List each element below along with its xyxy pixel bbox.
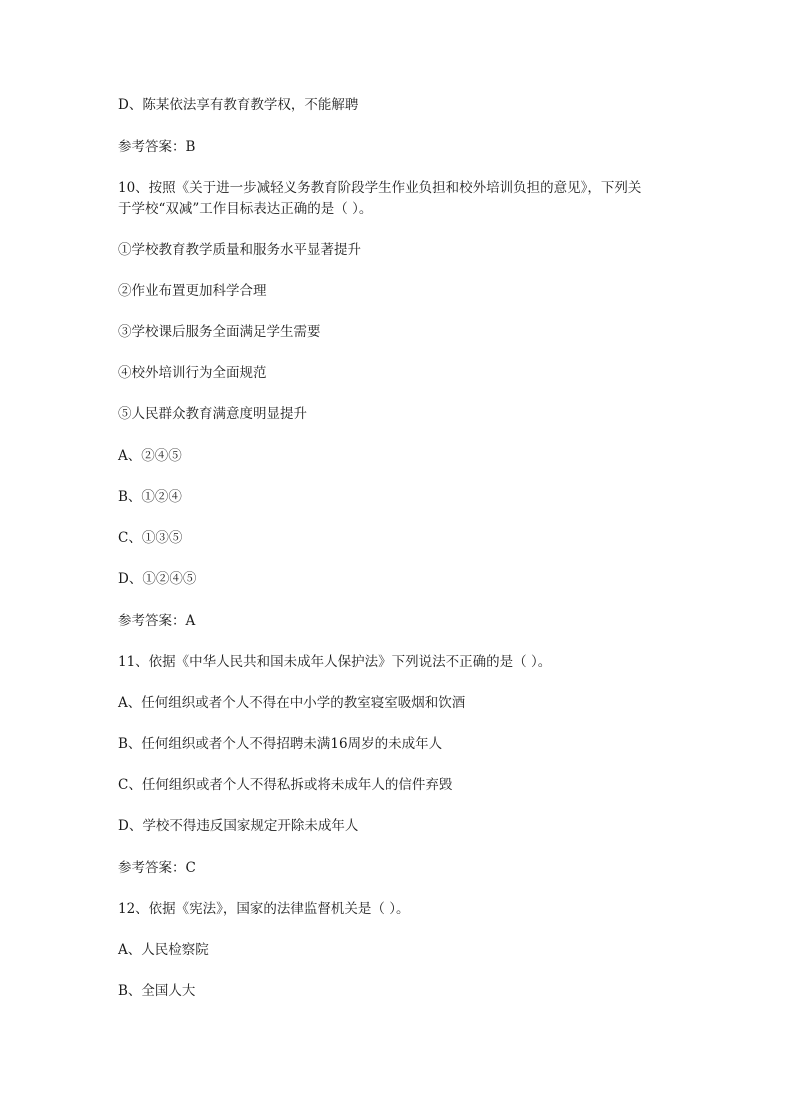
option-b-q11: B、任何组织或者个人不得招聘未满16周岁的未成年人 [118,736,443,752]
option-d-q9: D、陈某依法享有教育教学权，不能解聘 [118,97,359,113]
option-b-q10: B、①②④ [118,489,182,505]
answer-q9: 参考答案：B [118,139,196,155]
statement-5: ⑤人民群众教育满意度明显提升 [118,406,307,422]
option-a-q10: A、②④⑤ [118,448,182,464]
answer-q10: 参考答案：A [118,613,196,629]
statement-1: ①学校教育教学质量和服务水平显著提升 [118,242,361,258]
question-11: 11、依据《中华人民共和国未成年人保护法》下列说法不正确的是（ ）。 [118,654,552,670]
statement-3: ③学校课后服务全面满足学生需要 [118,324,321,340]
answer-q11: 参考答案：C [118,860,196,876]
question-12: 12、依据《宪法》，国家的法律监督机关是（ ）。 [118,901,410,917]
option-b-q12: B、全国人大 [118,983,196,999]
option-a-q11: A、任何组织或者个人不得在中小学的教室寝室吸烟和饮酒 [118,695,466,711]
option-d-q10: D、①②④⑤ [118,571,197,587]
option-c-q11: C、任何组织或者个人不得私拆或将未成年人的信件弃毁 [118,777,453,793]
question-10-line-2: 于学校“双减”工作目标表达正确的是（ ）。 [118,201,373,217]
option-d-q11: D、学校不得违反国家规定开除未成年人 [118,818,359,834]
question-10-line-1: 10、按照《关于进一步减轻义务教育阶段学生作业负担和校外培训负担的意见》，下列关 [118,180,642,196]
option-c-q10: C、①③⑤ [118,530,183,546]
statement-2: ②作业布置更加科学合理 [118,283,267,299]
statement-4: ④校外培训行为全面规范 [118,365,267,381]
option-a-q12: A、人民检察院 [118,942,209,958]
